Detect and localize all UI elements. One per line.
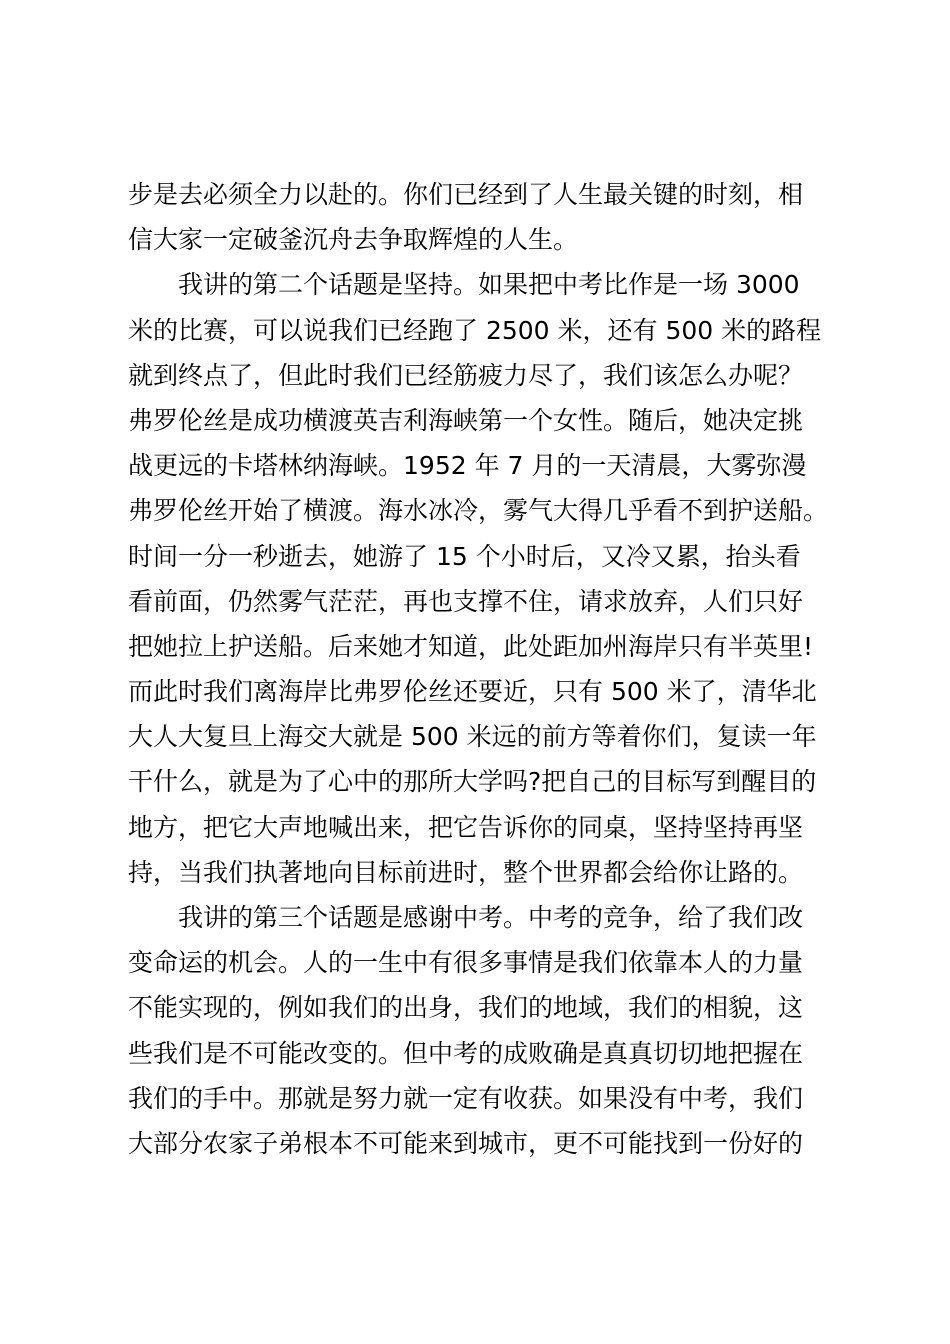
text-line: 米的比赛，可以说我们已经跑了 2500 米，还有 500 米的路程	[128, 315, 822, 345]
text-line: 大人大复旦上海交大就是 500 米远的前方等着你们，复读一年	[128, 722, 817, 752]
text-line: 我讲的第三个话题是感谢中考。中考的竞争，给了我们改	[178, 903, 804, 932]
text-line: 变命运的机会。人的一生中有很多事情是我们依靠本人的力量	[128, 948, 804, 978]
text-line: 地方，把它大声地喊出来，把它告诉你的同桌，坚持坚持再坚	[128, 812, 804, 842]
text-line: 战更远的卡塔林纳海峡。1952 年 7 月的一天清晨，大雾弥漫	[128, 451, 807, 481]
text-line: 把她拉上护送船。后来她才知道，此处距加州海岸只有半英里!	[128, 631, 814, 661]
body-text	[128, 172, 838, 1166]
text-line: 就到终点了，但此时我们已经筋疲力尽了，我们该怎么办呢？	[128, 360, 804, 390]
text-line: 看前面，仍然雾气茫茫，再也支撑不住，请求放弃，人们只好	[128, 586, 804, 616]
text-line: 持，当我们执著地向目标前进时，整个世界都会给你让路的。	[128, 857, 804, 887]
text-line: 干什么，就是为了心中的那所大学吗?把自己的目标写到醒目的	[128, 767, 817, 797]
text-line: 大部分农家子弟根本不可能来到城市，更不可能找到一份好的	[128, 1128, 804, 1158]
text-line: 我们的手中。那就是努力就一定有收获。如果没有中考，我们	[128, 1083, 804, 1113]
text-line: 弗罗伦丝开始了横渡。海水冰冷，雾气大得几乎看不到护送船。	[128, 496, 829, 526]
text-line: 些我们是不可能改变的。但中考的成败确是真真切切地把握在	[128, 1038, 804, 1068]
text-line: 时间一分一秒逝去，她游了 15 个小时后，又冷又累，抬头看	[128, 541, 801, 571]
text-line: 而此时我们离海岸比弗罗伦丝还要近，只有 500 米了，清华北	[128, 677, 817, 707]
text-line: 我讲的第二个话题是坚持。如果把中考比作是一场 3000	[178, 270, 800, 300]
text-line: 步是去必须全力以赴的。你们已经到了人生最关键的时刻，相	[128, 180, 804, 209]
text-line: 信大家一定破釜沉舟去争取辉煌的人生。	[128, 225, 579, 255]
text-line: 弗罗伦丝是成功横渡英吉利海峡第一个女性。随后，她决定挑	[128, 405, 804, 435]
text-line: 不能实现的，例如我们的出身，我们的地域，我们的相貌，这	[128, 993, 804, 1023]
